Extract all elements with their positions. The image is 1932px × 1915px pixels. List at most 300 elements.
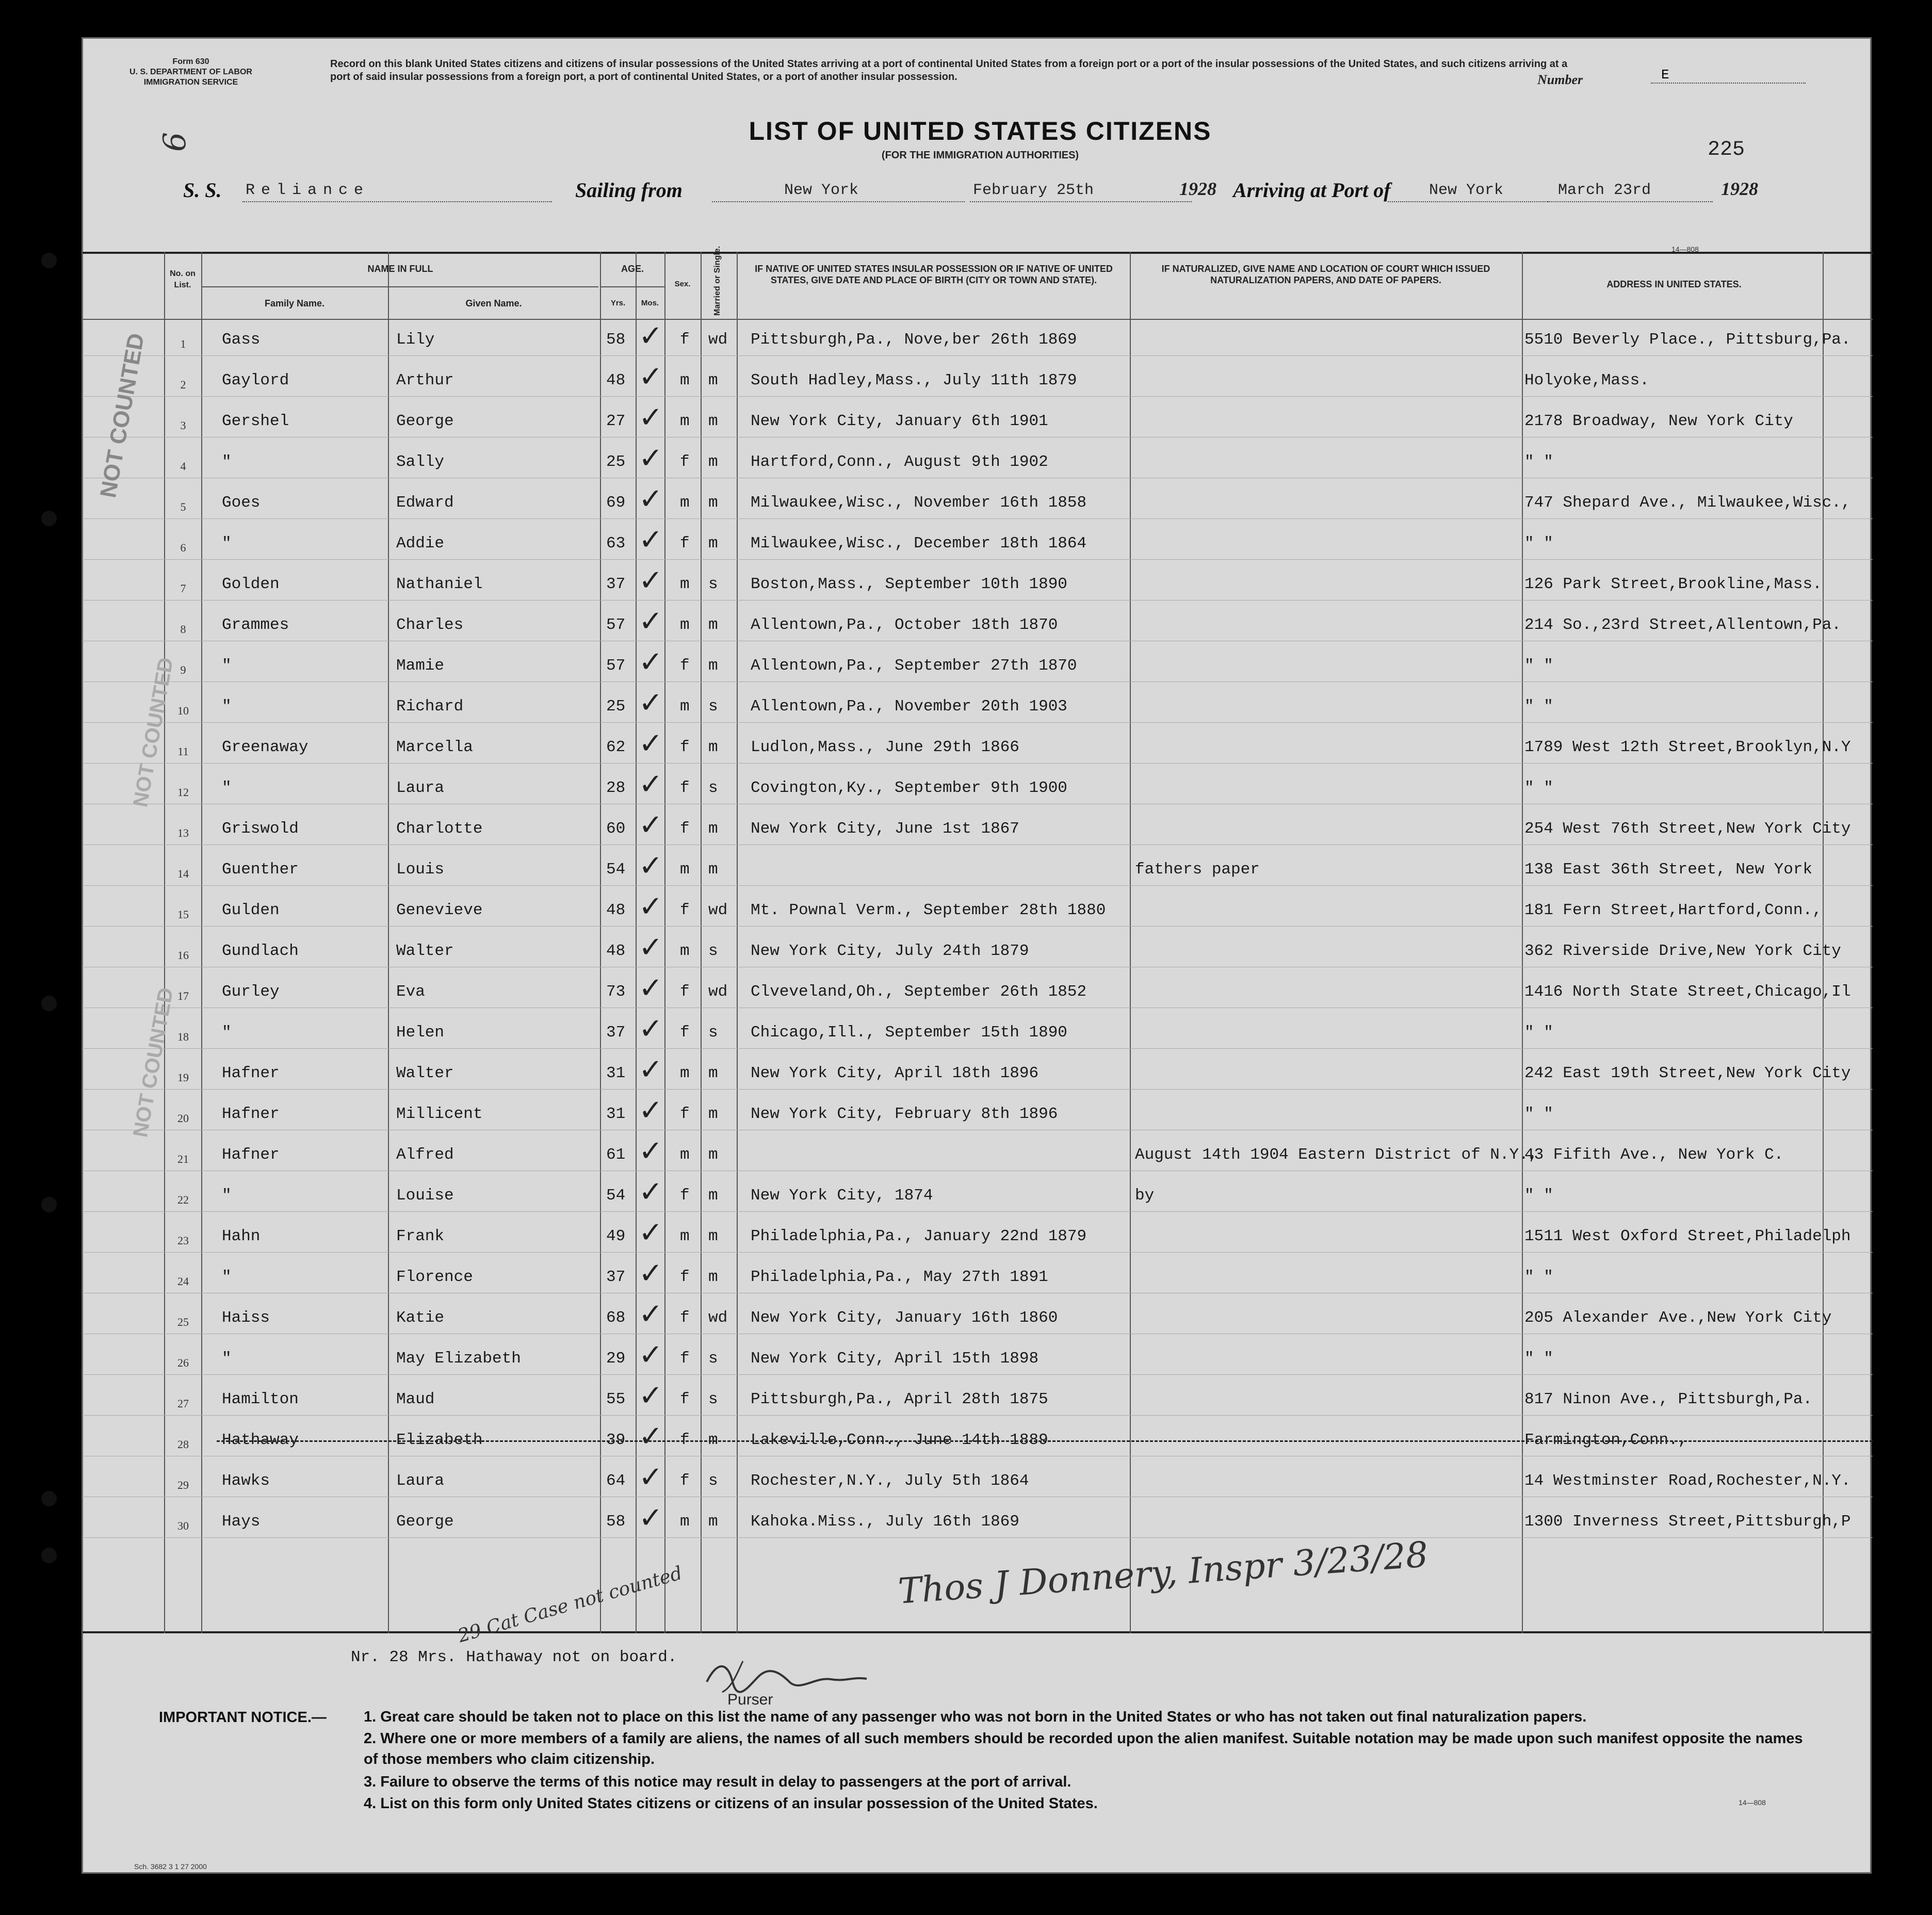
family-name: ": [222, 1350, 232, 1368]
table-row: [83, 805, 1873, 845]
age-years: 25: [606, 453, 626, 471]
naturalization-info: fathers paper: [1135, 861, 1260, 879]
row-rule: [83, 559, 1873, 560]
family-name: Haiss: [222, 1309, 270, 1327]
marital-status: m: [708, 1227, 718, 1245]
ship-name: Reliance: [242, 182, 552, 202]
address: 214 So.,23rd Street,Allentown,Pa.: [1524, 616, 1841, 634]
marital-status: m: [708, 371, 718, 390]
check-mark-icon: ✓: [639, 727, 663, 760]
row-rule: [83, 355, 1873, 356]
given-name: Edward: [396, 494, 454, 512]
check-mark-icon: ✓: [639, 1134, 663, 1168]
marital-status: s: [708, 1350, 718, 1368]
family-name: Hamilton: [222, 1390, 299, 1408]
age-years: 58: [606, 331, 626, 349]
marital-status: m: [708, 820, 718, 838]
check-mark-icon: ✓: [639, 1501, 663, 1535]
sex: f: [680, 779, 690, 797]
page-number: 225: [1708, 138, 1745, 161]
row-number: 24: [177, 1275, 189, 1288]
family-name: ": [222, 1268, 232, 1286]
age-years: 63: [606, 534, 626, 553]
birth-place-date: South Hadley,Mass., July 11th 1879: [751, 371, 1077, 390]
family-name: Gulden: [222, 901, 280, 919]
address: " ": [1524, 1350, 1553, 1368]
naturalization-info: August 14th 1904 Eastern District of N.Y.,: [1135, 1146, 1538, 1164]
age-years: 27: [606, 412, 626, 430]
given-name: Alfred: [396, 1146, 454, 1164]
address: Holyoke,Mass.: [1524, 371, 1649, 390]
punch-hole: [41, 996, 57, 1011]
given-name: Elizabeth: [396, 1431, 483, 1449]
table-row: [83, 1457, 1873, 1497]
check-mark-icon: ✓: [639, 890, 663, 923]
marital-status: m: [708, 657, 718, 675]
row-number: 25: [177, 1316, 189, 1328]
table-row: [83, 1172, 1873, 1212]
age-years: 25: [606, 697, 626, 716]
notice-item: 4. List on this form only United States citizens or citizens of an insular possession of the United States.: [364, 1795, 1098, 1812]
service-name: IMMIGRATION SERVICE: [143, 78, 238, 87]
address: 1789 West 12th Street,Brooklyn,N.Y: [1524, 738, 1851, 756]
sex: f: [680, 1350, 690, 1368]
notice-item: 2. Where one or more members of a family are aliens, the names of all such members should be recorded upon the alien manifest. Suitable notation may be made upon such manifest opposite the names of those members who claim citizenship.: [364, 1730, 1803, 1767]
row-number: 19: [177, 1071, 189, 1084]
marital-status: m: [708, 1187, 718, 1205]
address: 362 Riverside Drive,New York City: [1524, 942, 1841, 960]
family-name: Gershel: [222, 412, 289, 430]
check-mark-icon: ✓: [639, 1460, 663, 1494]
given-name: Helen: [396, 1024, 445, 1042]
given-name: Addie: [396, 534, 445, 553]
age-years: 62: [606, 738, 626, 756]
row-number: 8: [180, 623, 186, 636]
check-mark-icon: ✓: [639, 1420, 663, 1453]
sex: m: [680, 1513, 690, 1531]
table-row: [83, 1090, 1873, 1130]
given-name: Mamie: [396, 657, 445, 675]
row-number: 22: [177, 1193, 189, 1206]
table-row: [83, 1498, 1873, 1538]
marital-status: s: [708, 942, 718, 960]
given-name: Lily: [396, 331, 435, 349]
table-row: [83, 1049, 1873, 1090]
table-row: [83, 1416, 1873, 1456]
marital-status: m: [708, 534, 718, 553]
check-mark-icon: ✓: [639, 1297, 663, 1331]
address: 2178 Broadway, New York City: [1524, 412, 1793, 430]
row-number: 27: [177, 1397, 189, 1410]
column-header-no: No. on List.: [170, 269, 196, 289]
footer-note: Nr. 28 Mrs. Hathaway not on board.: [351, 1648, 677, 1666]
address: 1300 Inverness Street,Pittsburgh,P: [1524, 1513, 1851, 1531]
table-row: [83, 1253, 1873, 1293]
given-name: Nathaniel: [396, 575, 483, 593]
given-name: Maud: [396, 1390, 435, 1408]
check-mark-icon: ✓: [639, 971, 663, 1005]
page-mark: 6: [157, 132, 193, 152]
family-name: Hafner: [222, 1105, 280, 1123]
family-name: ": [222, 534, 232, 553]
punch-hole: [41, 253, 57, 268]
age-years: 58: [606, 1513, 626, 1531]
table-row: [83, 683, 1873, 723]
sex: m: [680, 1064, 690, 1082]
table-row: [83, 1335, 1873, 1375]
check-mark-icon: ✓: [639, 645, 663, 679]
given-name: Laura: [396, 1472, 445, 1490]
row-rule: [83, 1252, 1873, 1253]
row-rule: [83, 1537, 1873, 1538]
table-row: [83, 479, 1873, 519]
sex: f: [680, 331, 690, 349]
marital-status: m: [708, 494, 718, 512]
table-row: [83, 520, 1873, 560]
check-mark-icon: ✓: [639, 482, 663, 516]
table-row: [83, 316, 1873, 356]
birth-place-date: New York City, January 6th 1901: [751, 412, 1048, 430]
birth-place-date: Boston,Mass., September 10th 1890: [751, 575, 1067, 593]
address: 5510 Beverly Place., Pittsburg,Pa.: [1524, 331, 1851, 349]
table-row: [83, 927, 1873, 967]
birth-place-date: Milwaukee,Wisc., November 16th 1858: [751, 494, 1087, 512]
marital-status: m: [708, 1146, 718, 1164]
row-number: 1: [180, 337, 186, 350]
table-row: [83, 764, 1873, 804]
given-name: Richard: [396, 697, 464, 716]
birth-place-date: Pittsburgh,Pa., Nove,ber 26th 1869: [751, 331, 1077, 349]
age-years: 37: [606, 575, 626, 593]
age-years: 68: [606, 1309, 626, 1327]
column-header-birth: IF NATIVE OF UNITED STATES INSULAR POSSESSION OR IF NATIVE OF UNITED STATES, GIVE DATE AND PLACE OF BIRTH (CITY OR TOWN AND STATE).: [755, 264, 1113, 285]
departure-date: February 25th: [970, 182, 1192, 202]
page-subtitle: (FOR THE IMMIGRATION AUTHORITIES): [881, 150, 1079, 161]
address: " ": [1524, 453, 1553, 471]
sex: m: [680, 697, 690, 716]
check-mark-icon: ✓: [639, 1012, 663, 1046]
sex: f: [680, 453, 690, 471]
birth-place-date: New York City, April 18th 1896: [751, 1064, 1039, 1082]
check-mark-icon: ✓: [639, 1053, 663, 1086]
row-number: 12: [177, 786, 189, 799]
row-number: 16: [177, 949, 189, 962]
family-name: Greenaway: [222, 738, 309, 756]
age-years: 54: [606, 1187, 626, 1205]
age-years: 61: [606, 1146, 626, 1164]
print-code: Sch. 3682 3 1 27 2000: [134, 1862, 207, 1871]
given-name: Charlotte: [396, 820, 483, 838]
given-name: George: [396, 1513, 454, 1531]
given-name: George: [396, 412, 454, 430]
sex: m: [680, 616, 690, 634]
age-years: 57: [606, 616, 626, 634]
notice-heading: IMPORTANT NOTICE.—: [159, 1709, 327, 1726]
birth-place-date: New York City, February 8th 1896: [751, 1105, 1058, 1123]
table-row: [83, 560, 1873, 601]
age-years: 31: [606, 1064, 626, 1082]
age-years: 55: [606, 1390, 626, 1408]
purser-label: Purser: [727, 1691, 773, 1708]
row-rule: [83, 396, 1873, 397]
check-mark-icon: ✓: [639, 931, 663, 964]
check-mark-icon: ✓: [639, 523, 663, 557]
address: 138 East 36th Street, New York: [1524, 861, 1813, 879]
marital-status: s: [708, 1472, 718, 1490]
sex: f: [680, 1105, 690, 1123]
sex: f: [680, 820, 690, 838]
form-identifier: [72, 57, 310, 88]
check-mark-icon: ✓: [639, 564, 663, 597]
birth-place-date: Allentown,Pa., September 27th 1870: [751, 657, 1077, 675]
birth-place-date: New York City, 1874: [751, 1187, 933, 1205]
family-name: Gass: [222, 331, 261, 349]
row-rule: [83, 1048, 1873, 1049]
check-mark-icon: ✓: [639, 808, 663, 842]
check-mark-icon: ✓: [639, 360, 663, 394]
table-row: [83, 1212, 1873, 1253]
family-name: Grammes: [222, 616, 289, 634]
header-rule: [201, 286, 598, 287]
check-mark-icon: ✓: [639, 1094, 663, 1127]
row-number: 15: [177, 908, 189, 921]
row-number: 13: [177, 826, 189, 839]
birth-place-date: Kahoka.Miss., July 16th 1869: [751, 1513, 1019, 1531]
marital-status: s: [708, 575, 718, 593]
address: " ": [1524, 534, 1553, 553]
column-header-marital: Married or Single.: [713, 246, 722, 316]
row-rule: [83, 681, 1873, 682]
address: 747 Shepard Ave., Milwaukee,Wisc.,: [1524, 494, 1851, 512]
row-number: 4: [180, 460, 186, 473]
column-header-naturalization: IF NATURALIZED, GIVE NAME AND LOCATION OF COURT WHICH ISSUED NATURALIZATION PAPERS, AND DATE OF PAPERS.: [1161, 264, 1490, 285]
marital-status: m: [708, 861, 718, 879]
address: " ": [1524, 1105, 1553, 1123]
number-label: Number: [1537, 72, 1583, 87]
birth-place-date: Rochester,N.Y., July 5th 1864: [751, 1472, 1029, 1490]
given-name: Frank: [396, 1227, 445, 1245]
birth-place-date: Allentown,Pa., November 20th 1903: [751, 697, 1067, 716]
age-years: 73: [606, 983, 626, 1001]
arrival-port: New York: [1388, 182, 1548, 202]
age-years: 29: [606, 1350, 626, 1368]
family-name: Golden: [222, 575, 280, 593]
age-years: 69: [606, 494, 626, 512]
not-counted-stamp: NOT COUNTED: [95, 331, 150, 500]
address: 1416 North State Street,Chicago,Il: [1524, 983, 1851, 1001]
ss-label: S. S.: [183, 178, 222, 202]
row-rule: [83, 722, 1873, 723]
row-number: 11: [177, 745, 189, 758]
age-years: 64: [606, 1472, 626, 1490]
sex: f: [680, 1309, 690, 1327]
check-mark-icon: ✓: [639, 401, 663, 434]
given-name: Walter: [396, 1064, 454, 1082]
form-instructions: Record on this blank United States citizens and citizens of insular possessions of the United States arriving at a port of continental United States from a foreign port or a port of the insular possessions of the United States, and such citizens arriving at a port of said insular possessions from a foreign port, a port of continental United States, or a port of another insular possession.: [330, 58, 1568, 83]
family-name: Gaylord: [222, 371, 289, 390]
table-row: [83, 1009, 1873, 1049]
family-name: Guenther: [222, 861, 299, 879]
family-name: ": [222, 453, 232, 471]
sex: f: [680, 901, 690, 919]
family-name: ": [222, 697, 232, 716]
row-number: 7: [180, 582, 186, 595]
row-rule: [83, 1415, 1873, 1416]
column-header-given-name: Given Name.: [465, 298, 522, 309]
sex: m: [680, 412, 690, 430]
column-header-age: AGE.: [621, 264, 644, 274]
form-number: Form 630: [172, 57, 209, 66]
address: 14 Westminster Road,Rochester,N.Y.: [1524, 1472, 1851, 1490]
not-counted-stamp: NOT COUNTED: [129, 986, 178, 1139]
birth-place-date: Lakeville,Conn., June 14th 1889: [751, 1431, 1048, 1449]
family-name: ": [222, 1024, 232, 1042]
row-number: 14: [177, 867, 189, 880]
marital-status: m: [708, 1064, 718, 1082]
given-name: Florence: [396, 1268, 473, 1286]
notice-item: 1. Great care should be taken not to place on this list the name of any passenger who was not born in the United States or who has not taken out final naturalization papers.: [364, 1709, 1587, 1725]
address: 43 Fifith Ave., New York C.: [1524, 1146, 1784, 1164]
age-years: 57: [606, 657, 626, 675]
print-code: 14—808: [1739, 1798, 1766, 1807]
family-name: Hafner: [222, 1064, 280, 1082]
birth-place-date: Pittsburgh,Pa., April 28th 1875: [751, 1390, 1048, 1408]
naturalization-info: by: [1135, 1187, 1155, 1205]
inspector-signature: Thos J Donnery, Inspr 3/23/28: [897, 1534, 1430, 1612]
row-number: 30: [177, 1519, 189, 1532]
check-mark-icon: ✓: [639, 768, 663, 801]
row-number: 5: [180, 500, 186, 513]
family-name: Hafner: [222, 1146, 280, 1164]
check-mark-icon: ✓: [639, 849, 663, 883]
address: " ": [1524, 1268, 1553, 1286]
given-name: Walter: [396, 942, 454, 960]
birth-place-date: New York City, April 15th 1898: [751, 1350, 1039, 1368]
row-number: 9: [180, 663, 186, 676]
sex: f: [680, 657, 690, 675]
marital-status: m: [708, 738, 718, 756]
marital-status: m: [708, 1431, 718, 1449]
birth-place-date: Ludlon,Mass., June 29th 1866: [751, 738, 1019, 756]
marital-status: wd: [708, 331, 728, 349]
birth-place-date: New York City, July 24th 1879: [751, 942, 1029, 960]
sex: m: [680, 1146, 690, 1164]
given-name: Arthur: [396, 371, 454, 390]
family-name: Goes: [222, 494, 261, 512]
table-row: [83, 1294, 1873, 1334]
row-rule: [83, 926, 1873, 927]
column-header-sex: Sex.: [674, 280, 691, 288]
table-row: [83, 886, 1873, 927]
check-mark-icon: ✓: [639, 686, 663, 720]
sex: m: [680, 575, 690, 593]
birth-place-date: Hartford,Conn., August 9th 1902: [751, 453, 1048, 471]
row-number: 23: [177, 1234, 189, 1247]
sex: f: [680, 983, 690, 1001]
margin-annotation: 29 Cat Case not counted: [456, 1562, 685, 1647]
given-name: May Elizabeth: [396, 1350, 521, 1368]
marital-status: wd: [708, 1309, 728, 1327]
row-rule: [83, 1089, 1873, 1090]
family-name: ": [222, 1187, 232, 1205]
sex: f: [680, 1431, 690, 1449]
given-name: Millicent: [396, 1105, 483, 1123]
address: 242 East 19th Street,New York City: [1524, 1064, 1851, 1082]
row-number: 17: [177, 989, 189, 1002]
sex: f: [680, 1268, 690, 1286]
age-years: 28: [606, 779, 626, 797]
given-name: Marcella: [396, 738, 473, 756]
given-name: Genevieve: [396, 901, 483, 919]
family-name: ": [222, 779, 232, 797]
sex: m: [680, 1227, 690, 1245]
age-years: 37: [606, 1024, 626, 1042]
birth-place-date: Chicago,Ill., September 15th 1890: [751, 1024, 1067, 1042]
given-name: Louise: [396, 1187, 454, 1205]
age-years: 48: [606, 901, 626, 919]
marital-status: m: [708, 1268, 718, 1286]
arriving-label: Arriving at Port of: [1233, 178, 1391, 202]
row-number: 3: [180, 419, 186, 432]
row-number: 26: [177, 1356, 189, 1369]
given-name: Eva: [396, 983, 425, 1001]
table-row: [83, 601, 1873, 641]
row-rule: [83, 600, 1873, 601]
punch-hole: [41, 1548, 57, 1563]
departure-year: 1928: [1179, 178, 1216, 199]
row-number: 10: [177, 704, 189, 717]
table-row: [83, 723, 1873, 764]
age-years: 48: [606, 942, 626, 960]
family-name: ": [222, 657, 232, 675]
row-number: 29: [177, 1479, 189, 1491]
not-counted-stamp: NOT COUNTED: [129, 656, 178, 809]
row-number: 20: [177, 1112, 189, 1125]
family-name: Hahn: [222, 1227, 261, 1245]
given-name: Katie: [396, 1309, 445, 1327]
check-mark-icon: ✓: [639, 1175, 663, 1209]
family-name: Hays: [222, 1513, 261, 1531]
age-years: 37: [606, 1268, 626, 1286]
check-mark-icon: ✓: [639, 1257, 663, 1290]
print-code: 14—808: [1671, 245, 1699, 253]
address: 817 Ninon Ave., Pittsburgh,Pa.: [1524, 1390, 1813, 1408]
row-rule: [83, 763, 1873, 764]
birth-place-date: Covington,Ky., September 9th 1900: [751, 779, 1067, 797]
marital-status: m: [708, 616, 718, 634]
punch-hole: [41, 1491, 57, 1506]
sailing-from-label: Sailing from: [575, 178, 683, 202]
table-row: [83, 397, 1873, 437]
given-name: Louis: [396, 861, 445, 879]
age-years: 39: [606, 1431, 626, 1449]
given-name: Sally: [396, 453, 445, 471]
number-value: E: [1651, 67, 1806, 84]
table-row: [83, 968, 1873, 1008]
sex: m: [680, 371, 690, 390]
marital-status: m: [708, 453, 718, 471]
sex: f: [680, 1390, 690, 1408]
sex: m: [680, 494, 690, 512]
punch-hole: [41, 511, 57, 526]
given-name: Charles: [396, 616, 464, 634]
address: " ": [1524, 779, 1553, 797]
address: " ": [1524, 697, 1553, 716]
row-rule: [83, 1211, 1873, 1212]
row-rule: [83, 1374, 1873, 1375]
table-row: [83, 438, 1873, 478]
address: 181 Fern Street,Hartford,Conn.,: [1524, 901, 1822, 919]
